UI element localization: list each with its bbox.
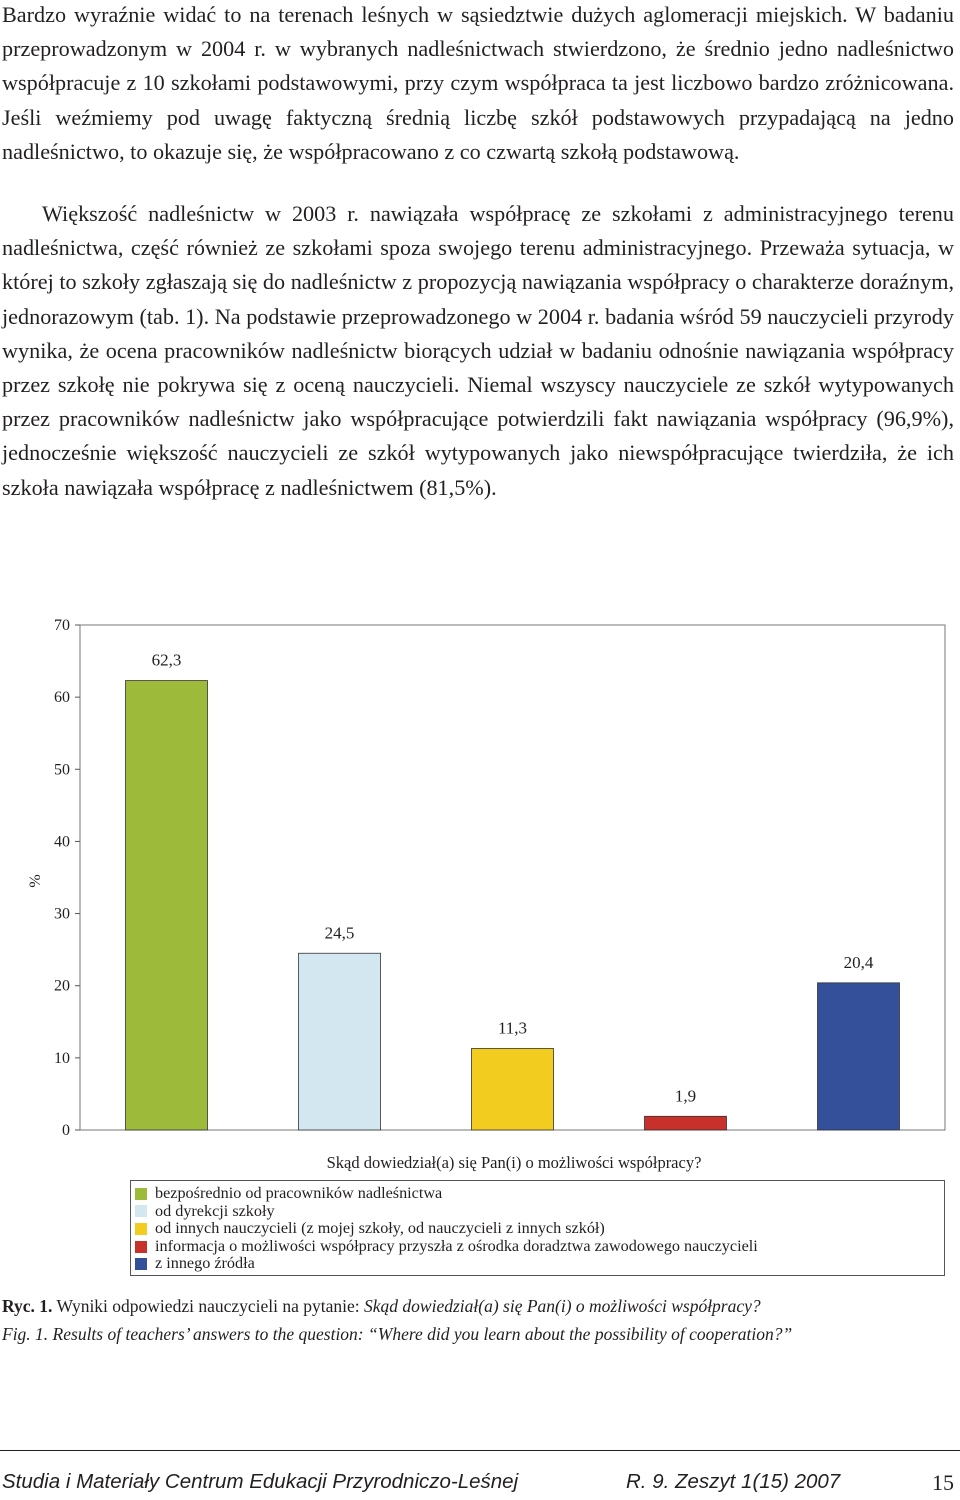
y-axis-label: % bbox=[27, 874, 44, 888]
legend-label: od dyrekcji szkoły bbox=[155, 1201, 275, 1220]
bar-chart bbox=[0, 600, 960, 1180]
y-tick-label: 70 bbox=[54, 617, 70, 634]
caption-label: Ryc. 1. bbox=[2, 1296, 53, 1316]
y-tick-label: 30 bbox=[54, 905, 70, 923]
figure-caption-en: Fig. 1. Results of teachers’ answers to the question: “Where did you learn about the possibility of cooperation?” bbox=[2, 1324, 793, 1344]
data-label: 62,3 bbox=[151, 650, 182, 670]
legend-swatch bbox=[135, 1258, 147, 1270]
body-paragraph-2: Większość nadleśnictw w 2003 r. nawiązała współpracę ze szkołami z administracyjnego terenu nadleśnictwa, część również ze szkołami spoza swojego terenu administracyjnego. Przeważa sytuacja, w której to szkoły zgłaszają się do nadleśnictw z propozycją nawiązania współpracy o charakterze doraźnym, jednorazowym (tab. 1). Na podstawie przeprowadzonego w 2004 r. badania wśród 59 nauczycieli przyrody wynika, że ocena pracowników nadleśnictw biorących udział w badaniu odnośnie nawiązania współpracy przez szkołę nie pokrywa się z oceną nauczycieli. Niemal wszyscy nauczyciele ze szkół wytypowanych przez pracowników nadleśnictw jako współpracujące potwierdzili fakt nawiązania współpracy (96,9%), jednocześnie większość nauczycieli ze szkół wytypowanych jako niewspółpracujące twierdziła, że ich szkoła nawiązała współpracę z nadleśnictwem (81,5%). bbox=[2, 201, 954, 500]
data-label: 24,5 bbox=[324, 923, 355, 943]
footer-rule bbox=[0, 1450, 960, 1451]
y-tick-label: 0 bbox=[62, 1122, 70, 1139]
legend-swatch bbox=[135, 1188, 147, 1200]
legend-swatch bbox=[135, 1241, 147, 1253]
footer-issue: R. 9. Zeszyt 1(15) 2007 bbox=[626, 1470, 841, 1493]
legend-label: od innych nauczycieli (z mojej szkoły, od nauczycieli z innych szkół) bbox=[155, 1219, 605, 1238]
legend-item bbox=[131, 1255, 944, 1273]
legend-item bbox=[131, 1203, 944, 1221]
y-tick-label: 10 bbox=[54, 1049, 70, 1067]
legend-label: informacja o możliwości współpracy przyszła z ośrodka doradztwa zawodowego nauczycieli bbox=[155, 1236, 758, 1255]
legend-item bbox=[131, 1185, 944, 1203]
chart-legend bbox=[130, 1180, 945, 1276]
legend-label: bezpośrednio od pracowników nadleśnictwa bbox=[155, 1184, 443, 1202]
legend-item bbox=[131, 1220, 944, 1238]
caption-question: Skąd dowiedział(a) się Pan(i) o możliwości współpracy? bbox=[364, 1296, 761, 1316]
bar bbox=[299, 953, 381, 1130]
caption-text: Wyniki odpowiedzi nauczycieli na pytanie: bbox=[52, 1296, 365, 1316]
bar bbox=[645, 1116, 727, 1130]
data-label: 11,3 bbox=[497, 1018, 528, 1038]
legend-swatch bbox=[135, 1223, 147, 1235]
y-tick-label: 50 bbox=[54, 761, 70, 779]
page-number: 15 bbox=[932, 1470, 954, 1495]
chart-question-title: Skąd dowiedział(a) się Pan(i) o możliwości współpracy? bbox=[326, 1153, 702, 1172]
y-tick-label: 20 bbox=[54, 977, 70, 995]
footer-journal-title: Studia i Materiały Centrum Edukacji Przyrodniczo-Leśnej bbox=[2, 1470, 519, 1493]
bar bbox=[472, 1048, 554, 1130]
bar bbox=[818, 983, 900, 1130]
y-tick-label: 60 bbox=[54, 689, 70, 707]
legend-label: z innego źródła bbox=[155, 1254, 255, 1273]
bar bbox=[126, 681, 208, 1130]
data-label: 1,9 bbox=[674, 1086, 697, 1106]
y-tick-label: 40 bbox=[54, 833, 70, 851]
legend-swatch bbox=[135, 1205, 147, 1217]
legend-item bbox=[131, 1238, 944, 1256]
data-label: 20,4 bbox=[843, 952, 874, 972]
figure-caption-pl bbox=[2, 1294, 960, 1318]
body-paragraph-1: Bardzo wyraźnie widać to na terenach leśnych w sąsiedztwie dużych aglomeracji miejskich. W badaniu przeprowadzonym w 2004 r. w wybranych nadleśnictwach stwierdzono, że średnio jedno nadleśnictwo współpracuje z 10 szkołami podstawowymi, przy czym współpraca ta jest liczbowo bardzo zróżnicowana. Jeśli weźmiemy pod uwagę faktyczną średnią liczbę szkół podstawowych przypadającą na jedno nadleśnictwo, to okazuje się, że współpracowano z co czwartą szkołą podstawową. bbox=[2, 2, 954, 164]
